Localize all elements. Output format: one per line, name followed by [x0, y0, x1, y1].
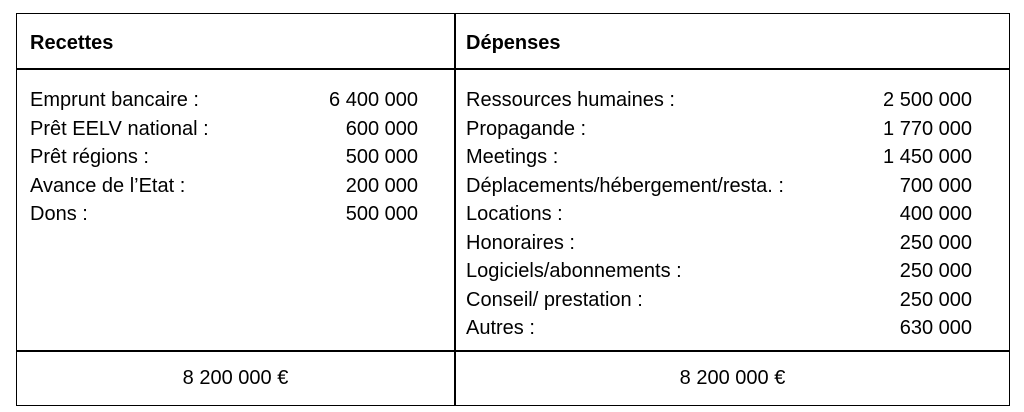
list-item [30, 143, 418, 172]
list-item [466, 172, 972, 201]
item-label: Déplacements/hébergement/resta. : [466, 174, 784, 197]
item-label: Emprunt bancaire : [30, 89, 199, 111]
item-value: 500 000 [345, 203, 418, 225]
item-value: 630 000 [899, 317, 972, 339]
list-item [30, 200, 418, 229]
item-value: 400 000 [899, 203, 972, 225]
list-item [466, 314, 972, 343]
recettes-total: 8 200 000 € [182, 367, 289, 389]
item-value: 500 000 [345, 146, 418, 168]
item-value: 600 000 [345, 117, 418, 140]
item-value: 250 000 [899, 260, 972, 282]
item-value: 2 500 000 [883, 89, 972, 111]
item-value: 1 450 000 [883, 146, 972, 168]
depenses-total: 8 200 000 € [679, 367, 786, 389]
item-value: 250 000 [899, 288, 972, 311]
list-item [30, 86, 418, 115]
recettes-header: Recettes [30, 32, 114, 54]
item-label: Honoraires : [466, 231, 575, 254]
depenses-list [466, 86, 972, 343]
list-item [466, 143, 972, 172]
depenses-header: Dépenses [466, 32, 561, 54]
list-item [466, 229, 972, 258]
list-item [466, 286, 972, 315]
item-value: 1 770 000 [883, 117, 972, 140]
item-label: Logiciels/abonnements : [466, 260, 682, 282]
item-label: Prêt régions : [30, 146, 149, 168]
item-label: Dons : [30, 203, 88, 225]
recettes-list [30, 86, 418, 229]
item-label: Meetings : [466, 146, 559, 168]
item-value: 6 400 000 [329, 89, 418, 111]
item-label: Ressources humaines : [466, 89, 675, 111]
list-item [466, 115, 972, 144]
item-label: Autres : [466, 317, 535, 339]
list-item [466, 257, 972, 286]
list-item [30, 115, 418, 144]
item-value: 200 000 [345, 174, 418, 197]
budget-table [16, 13, 1010, 406]
column-divider [454, 14, 456, 405]
item-value: 250 000 [899, 231, 972, 254]
list-item [466, 86, 972, 115]
item-label: Propagande : [466, 117, 587, 140]
item-label: Prêt EELV national : [30, 117, 209, 140]
item-label: Conseil/ prestation : [466, 288, 643, 311]
item-value: 700 000 [899, 174, 972, 197]
list-item [466, 200, 972, 229]
item-label: Avance de l’Etat : [30, 174, 186, 197]
item-label: Locations : [466, 203, 563, 225]
list-item [30, 172, 418, 201]
header-divider [17, 68, 1009, 70]
